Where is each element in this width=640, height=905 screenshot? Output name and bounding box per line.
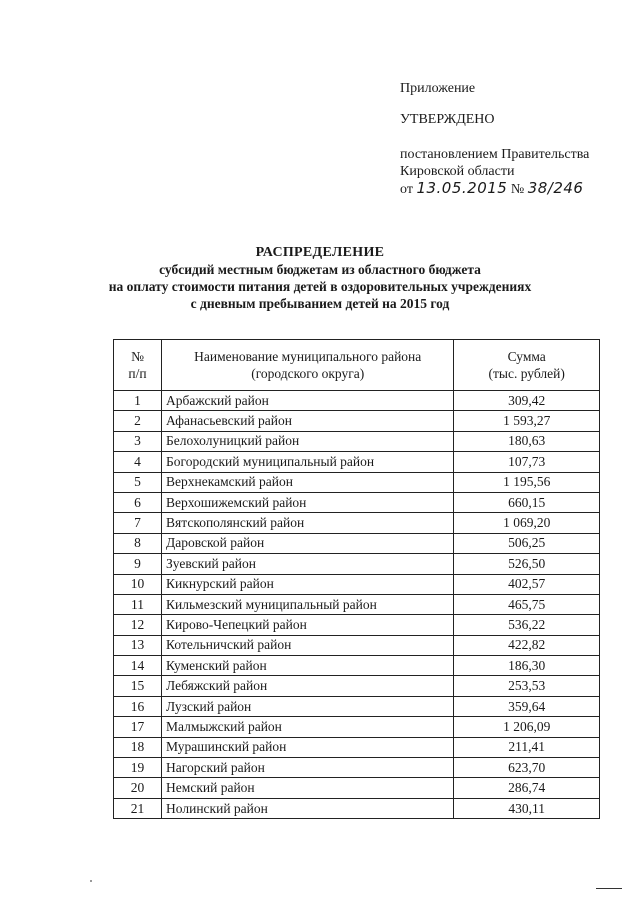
row-number: 16 <box>114 696 162 716</box>
table-row <box>114 758 600 778</box>
row-amount: 1 593,27 <box>454 411 600 431</box>
date-prefix: от <box>400 182 413 197</box>
table-row <box>114 411 600 431</box>
table-row <box>114 533 600 553</box>
row-district-name: Кикнурский район <box>162 574 454 594</box>
table-row <box>114 778 600 798</box>
row-amount: 402,57 <box>454 574 600 594</box>
row-district-name: Афанасьевский район <box>162 411 454 431</box>
header-number-line1: № <box>131 349 144 364</box>
row-number: 2 <box>114 411 162 431</box>
title-line-2: на оплату стоимости питания детей в оздоровительных учреждениях <box>108 279 532 294</box>
header-name-line2: (городского округа) <box>251 366 365 381</box>
row-district-name: Лебяжский район <box>162 676 454 696</box>
row-amount: 506,25 <box>454 533 600 553</box>
title-main: РАСПРЕДЕЛЕНИЕ <box>255 245 385 260</box>
row-district-name: Котельничский район <box>162 635 454 655</box>
table-row <box>114 391 600 411</box>
row-amount: 186,30 <box>454 656 600 676</box>
row-amount: 536,22 <box>454 615 600 635</box>
row-district-name: Нагорский район <box>162 758 454 778</box>
row-number: 7 <box>114 513 162 533</box>
scan-speck <box>90 880 92 882</box>
row-amount: 526,50 <box>454 554 600 574</box>
row-number: 6 <box>114 492 162 512</box>
row-number: 20 <box>114 778 162 798</box>
row-amount: 465,75 <box>454 594 600 614</box>
row-amount: 1 069,20 <box>454 513 600 533</box>
header-name-line1: Наименование муниципального района <box>194 349 422 364</box>
title-line-3: с дневным пребыванием детей на 2015 год <box>190 296 450 311</box>
row-amount: 211,41 <box>454 737 600 757</box>
appendix-label: Приложение <box>400 81 476 96</box>
table-row <box>114 431 600 451</box>
table-row <box>114 798 600 818</box>
table-row <box>114 696 600 716</box>
number-prefix: № <box>510 182 525 197</box>
table-row <box>114 737 600 757</box>
row-district-name: Немский район <box>162 778 454 798</box>
table-row <box>114 656 600 676</box>
row-number: 21 <box>114 798 162 818</box>
row-amount: 309,42 <box>454 391 600 411</box>
row-number: 9 <box>114 554 162 574</box>
row-district-name: Богородский муниципальный район <box>162 452 454 472</box>
approved-label: УТВЕРЖДЕНО <box>400 112 495 127</box>
row-number: 4 <box>114 452 162 472</box>
row-number: 14 <box>114 656 162 676</box>
row-amount: 660,15 <box>454 492 600 512</box>
row-amount: 430,11 <box>454 798 600 818</box>
approved-by-line2: Кировской области <box>400 164 515 179</box>
row-number: 8 <box>114 533 162 553</box>
table-row <box>114 594 600 614</box>
approved-by-line1: постановлением Правительства <box>400 147 590 162</box>
page-footer-mark <box>596 888 622 889</box>
row-number: 1 <box>114 391 162 411</box>
row-district-name: Кильмезский муниципальный район <box>162 594 454 614</box>
row-district-name: Лузский район <box>162 696 454 716</box>
header-number <box>114 340 162 391</box>
document-title <box>0 244 640 312</box>
row-district-name: Малмыжский район <box>162 717 454 737</box>
table-row <box>114 574 600 594</box>
table-row <box>114 615 600 635</box>
table-row <box>114 452 600 472</box>
title-line-1: субсидий местным бюджетам из областного бюджета <box>159 262 481 277</box>
row-number: 15 <box>114 676 162 696</box>
header-number-line2: п/п <box>128 366 147 381</box>
row-amount: 286,74 <box>454 778 600 798</box>
row-district-name: Вятскополянский район <box>162 513 454 533</box>
row-number: 17 <box>114 717 162 737</box>
table-row <box>114 472 600 492</box>
row-number: 3 <box>114 431 162 451</box>
row-district-name: Верхошижемский район <box>162 492 454 512</box>
resolution-date: 13.05.2015 <box>416 179 508 197</box>
header-sum-line2: (тыс. рублей) <box>488 366 565 381</box>
row-district-name: Белохолуницкий район <box>162 431 454 451</box>
row-amount: 422,82 <box>454 635 600 655</box>
row-amount: 623,70 <box>454 758 600 778</box>
row-number: 19 <box>114 758 162 778</box>
row-district-name: Верхнекамский район <box>162 472 454 492</box>
resolution-reference <box>400 180 630 198</box>
distribution-table <box>113 339 600 819</box>
header-sum-line1: Сумма <box>507 349 546 364</box>
row-amount: 359,64 <box>454 696 600 716</box>
table-header-row <box>114 340 600 391</box>
row-amount: 1 195,56 <box>454 472 600 492</box>
row-number: 13 <box>114 635 162 655</box>
table-body <box>114 391 600 819</box>
row-number: 11 <box>114 594 162 614</box>
row-number: 5 <box>114 472 162 492</box>
table-row <box>114 492 600 512</box>
table-row <box>114 554 600 574</box>
table-row <box>114 635 600 655</box>
resolution-number: 38/246 <box>527 179 584 197</box>
row-district-name: Зуевский район <box>162 554 454 574</box>
row-district-name: Даровской район <box>162 533 454 553</box>
row-amount: 1 206,09 <box>454 717 600 737</box>
row-district-name: Кирово-Чепецкий район <box>162 615 454 635</box>
approval-block <box>400 80 630 198</box>
table-row <box>114 717 600 737</box>
row-number: 12 <box>114 615 162 635</box>
header-name <box>162 340 454 391</box>
row-amount: 253,53 <box>454 676 600 696</box>
row-district-name: Нолинский район <box>162 798 454 818</box>
row-district-name: Арбажский район <box>162 391 454 411</box>
row-amount: 180,63 <box>454 431 600 451</box>
header-sum <box>454 340 600 391</box>
row-number: 10 <box>114 574 162 594</box>
table-row <box>114 676 600 696</box>
row-district-name: Мурашинский район <box>162 737 454 757</box>
row-amount: 107,73 <box>454 452 600 472</box>
table-row <box>114 513 600 533</box>
row-number: 18 <box>114 737 162 757</box>
row-district-name: Куменский район <box>162 656 454 676</box>
